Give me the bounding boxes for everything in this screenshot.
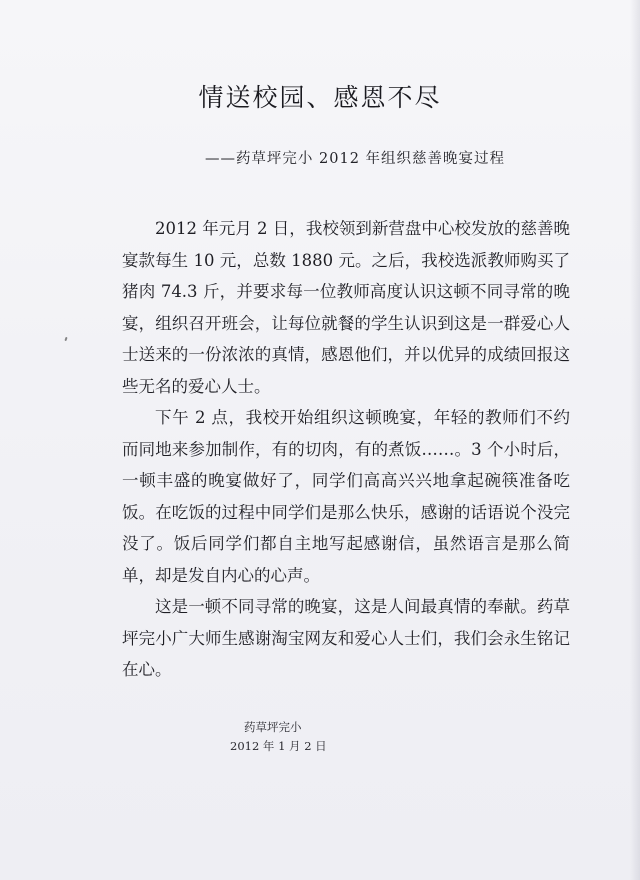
document-subtitle: ——药草坪完小 2012 年组织慈善晚宴过程 [204, 151, 506, 167]
document-body [122, 213, 570, 686]
signature-block [230, 718, 327, 756]
paragraph-1: 2012 年元月 2 日，我校领到新营盘中心校发放的慈善晚宴款每生 10 元，总数 1880 元。之后，我校选派教师购买了猪肉 74.3 斤，并要求每一位教师高度认识这顿不同寻常的晚宴，组织召开班会，让每位就餐的学生认识到这是一群爱心人士送来的一份浓浓的真情，感恩他们，并以优异的成绩回报这些无名的爱心人士。 [122, 219, 570, 396]
scan-edge-shadow [630, 0, 640, 880]
signature-date: 2012 年 1 月 2 日 [230, 739, 327, 753]
document-title: 情送校园、感恩不尽 [198, 83, 442, 112]
paragraph-3: 这是一顿不同寻常的晚宴，这是人间最真情的奉献。药草坪完小广大师生感谢淘宝网友和爱心人士们，我们会永生铭记在心。 [122, 597, 570, 679]
paragraph-2: 下午 2 点，我校开始组织这顿晚宴，年轻的教师们不约而同地来参加制作，有的切肉，有的煮饭……。3 个小时后，一顿丰盛的晚宴做好了，同学们高高兴兴地拿起碗筷准备吃饭。在吃饭的过程中同学们是那么快乐，感谢的话语说个没完没了。饭后同学们都自主地写起感谢信，虽然语言是那么简单，却是发自内心的心声。 [122, 408, 570, 585]
scan-speck [64, 337, 67, 341]
signature-organization: 药草坪完小 [244, 720, 302, 734]
